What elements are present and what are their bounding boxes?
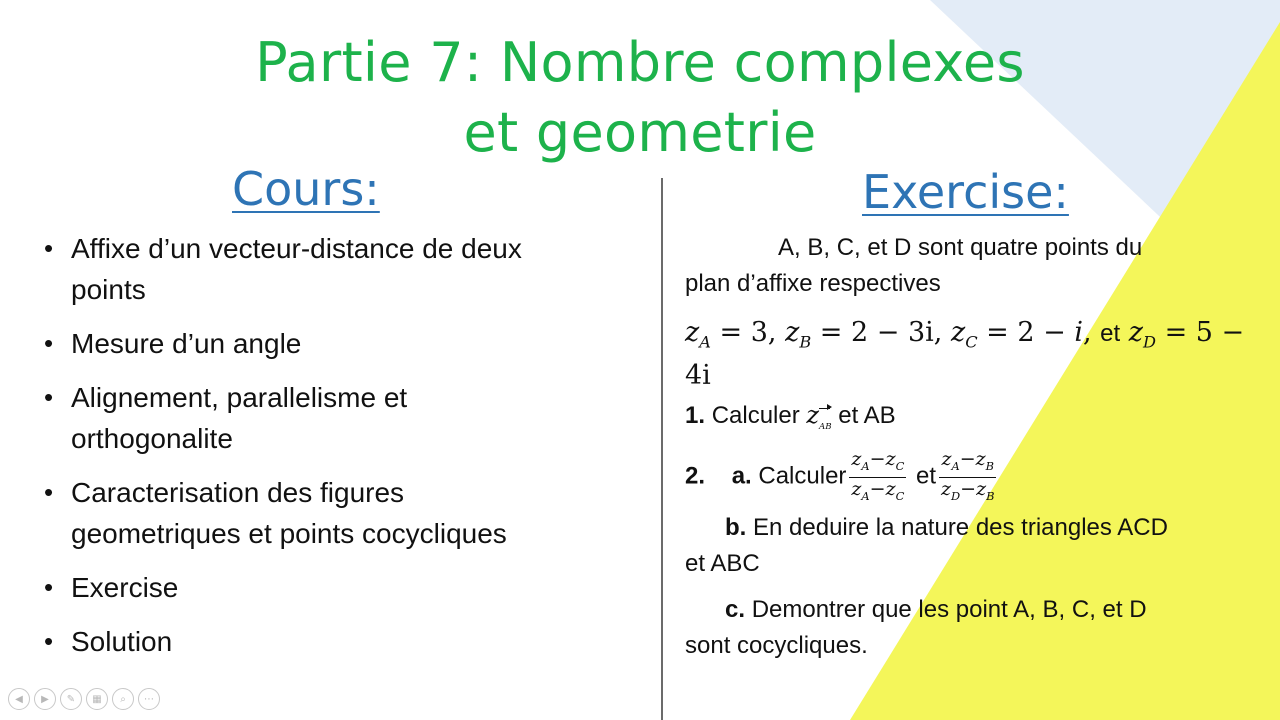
bullet-icon: • [44,382,54,412]
column-divider [661,178,663,720]
slides-icon[interactable]: ▦ [86,688,108,710]
title-line-1: Partie 7: Nombre complexes [255,31,1025,94]
question-number: 2. [685,462,706,490]
question-number: 1. [685,402,706,429]
cours-item-text: orthogonalite [71,423,233,454]
exercise-question-2a [685,448,1270,507]
cours-item [44,567,644,608]
zoom-icon[interactable]: ⌕ [112,688,134,710]
exercise-question-2b [685,510,1270,582]
cours-item-text: Affixe d’un vecteur-distance de deux [71,233,522,264]
cours-heading: Cours: [232,162,380,216]
question-text: Demontrer que les point A, B, C, et D [751,596,1147,623]
z-ab-formula: $z_{AB}$ [806,401,831,429]
exercise-intro [685,230,1270,302]
bullet-icon: • [44,328,54,358]
more-icon[interactable]: ⋯ [138,688,160,710]
exercise-affixes-equation: $z_A = 3$, $z_B = 2 - 3i$, $z_C = 2 - i$, et $z_D = 5$ − 4i [685,317,1245,392]
question-text: Calculer [758,462,847,490]
sub-question-letter: a. [731,462,752,490]
sub-question-letter: c. [725,596,746,623]
sub-question-letter: b. [725,514,747,541]
question-tail: et AB [838,402,896,429]
question-text: Calculer [711,402,800,429]
exercise-intro-line-2: plan d’affixe respectives [685,270,941,297]
cours-item-text: Caracterisation des figures [71,477,405,508]
bullet-icon: • [44,572,54,602]
previous-icon[interactable]: ◀ [8,688,30,710]
question-text: En deduire la nature des triangles ACD [753,514,1168,541]
question-connector: et [915,462,936,490]
pen-icon[interactable]: ✎ [60,688,82,710]
slideshow-controls [8,688,160,710]
exercise-question-2c [685,592,1270,664]
bullet-icon: • [44,626,54,656]
exercise-question-1 [685,397,1270,445]
cours-item-text: Mesure d’un angle [71,328,302,359]
next-icon[interactable]: ▶ [34,688,56,710]
title-line-2: et geometrie [463,101,817,164]
cours-item-text: points [71,274,146,305]
fraction-ab-db: $\frac{z_A-z_B}{z_D-z_B}$ [941,448,995,503]
bullet-icon: • [44,233,54,263]
cours-item [44,621,644,662]
cours-item [44,323,644,364]
exercise-intro-line-1: A, B, C, et D sont quatre points du [778,234,1143,261]
fraction-ac: $\frac{z_A-z_C}{z_A-z_C}$ [851,448,905,503]
cours-item-text: Exercise [71,572,179,603]
question-text: sont cocycliques. [685,632,868,659]
question-text: et ABC [685,550,760,577]
cours-item [44,472,644,554]
cours-item-text: Solution [71,626,173,657]
cours-item [44,228,644,310]
cours-list [44,228,644,675]
bullet-icon: • [44,477,54,507]
cours-item [44,377,644,459]
slide-title [0,28,1280,168]
exercise-heading: Exercise: [862,165,1069,219]
cours-item-text: geometriques et points cocycliques [71,518,507,549]
cours-item-text: Alignement, parallelisme et [71,382,408,413]
